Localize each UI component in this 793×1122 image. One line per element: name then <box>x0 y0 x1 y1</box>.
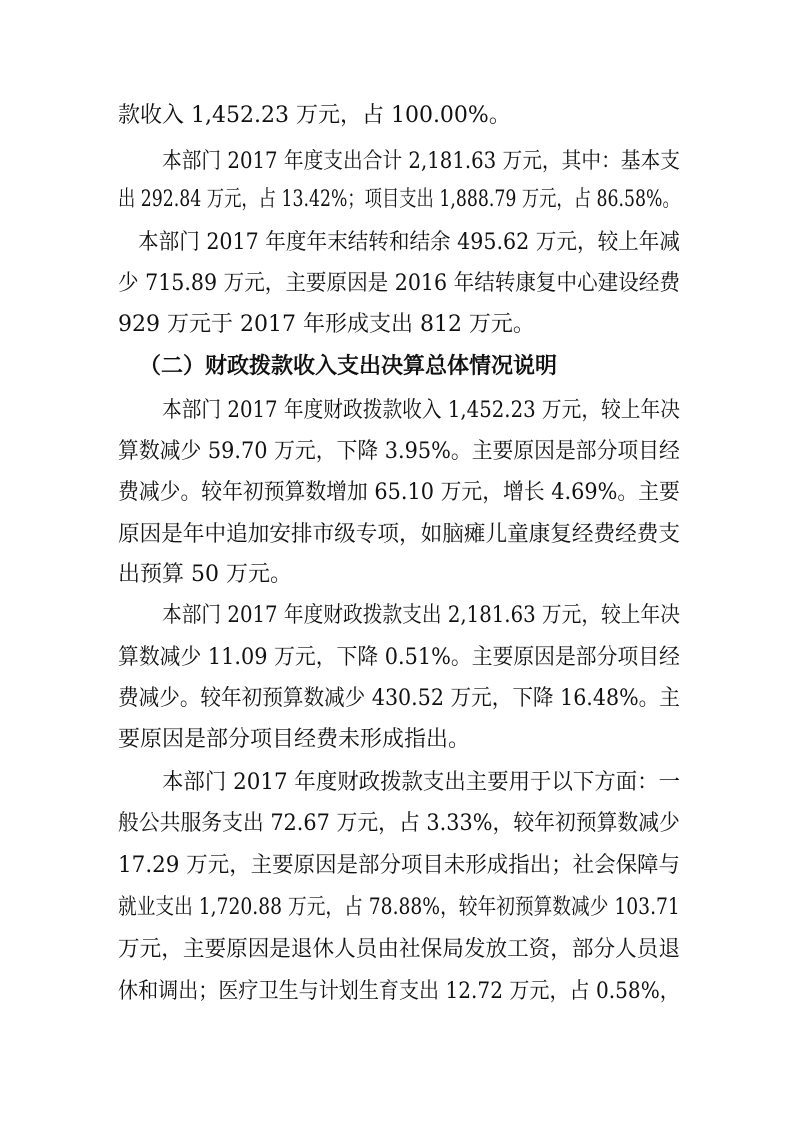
text-line: 款收入 1,452.23 万元，占 100.00%。 <box>118 103 511 128</box>
text-line: 费减少。较年初预算数减少 430.52 万元，下降 16.48%。主 <box>118 686 680 711</box>
text-line: 就业支出 1,720.88 万元，占 78.88%，较年初预算数减少 103.71 <box>118 895 680 920</box>
text-line: 算数减少 59.70 万元，下降 3.95%。主要原因是部分项目经 <box>118 439 680 464</box>
text-line: 算数减少 11.09 万元，下降 0.51%。主要原因是部分项目经 <box>118 645 680 670</box>
text-line: 本部门 2017 年度财政拨款支出 2,181.63 万元，较上年决 <box>162 603 680 628</box>
section-heading: （二）财政拨款收入支出决算总体情况说明 <box>139 354 558 379</box>
text-line: 本部门 2017 年度财政拨款收入 1,452.23 万元，较上年决 <box>162 398 680 423</box>
text-line: 要原因是部分项目经费未形成指出。 <box>118 727 471 752</box>
text-line: 少 715.89 万元，主要原因是 2016 年结转康复中心建设经费 <box>118 271 680 296</box>
text-line: 原因是年中追加安排市级专项，如脑瘫儿童康复经费经费支 <box>118 522 681 547</box>
text-line: 万元，主要原因是退休人员由社保局发放工资，部分人员退 <box>118 937 681 962</box>
text-line: 本部门 2017 年度支出合计 2,181.63 万元，其中：基本支 <box>162 149 680 174</box>
text-line: 本部门 2017 年度年末结转和结余 495.62 万元，较上年减 <box>138 230 680 255</box>
text-line: 出预算 50 万元。 <box>118 562 292 587</box>
text-line: 般公共服务支出 72.67 万元，占 3.33%，较年初预算数减少 <box>118 811 680 836</box>
text-line: 费减少。较年初预算数增加 65.10 万元，增长 4.69%。主要 <box>118 480 680 505</box>
text-line: 休和调出；医疗卫生与计划生育支出 12.72 万元，占 0.58%， <box>118 979 680 1004</box>
text-line: 出 292.84 万元，占 13.42%；项目支出 1,888.79 万元，占 86.58%。 <box>118 187 680 212</box>
text-line: 17.29 万元，主要原因是部分项目未形成指出；社会保障与 <box>118 853 680 878</box>
text-line: 929 万元于 2017 年形成支出 812 万元。 <box>118 312 535 337</box>
text-line: 本部门 2017 年度财政拨款支出主要用于以下方面：一 <box>162 770 680 795</box>
